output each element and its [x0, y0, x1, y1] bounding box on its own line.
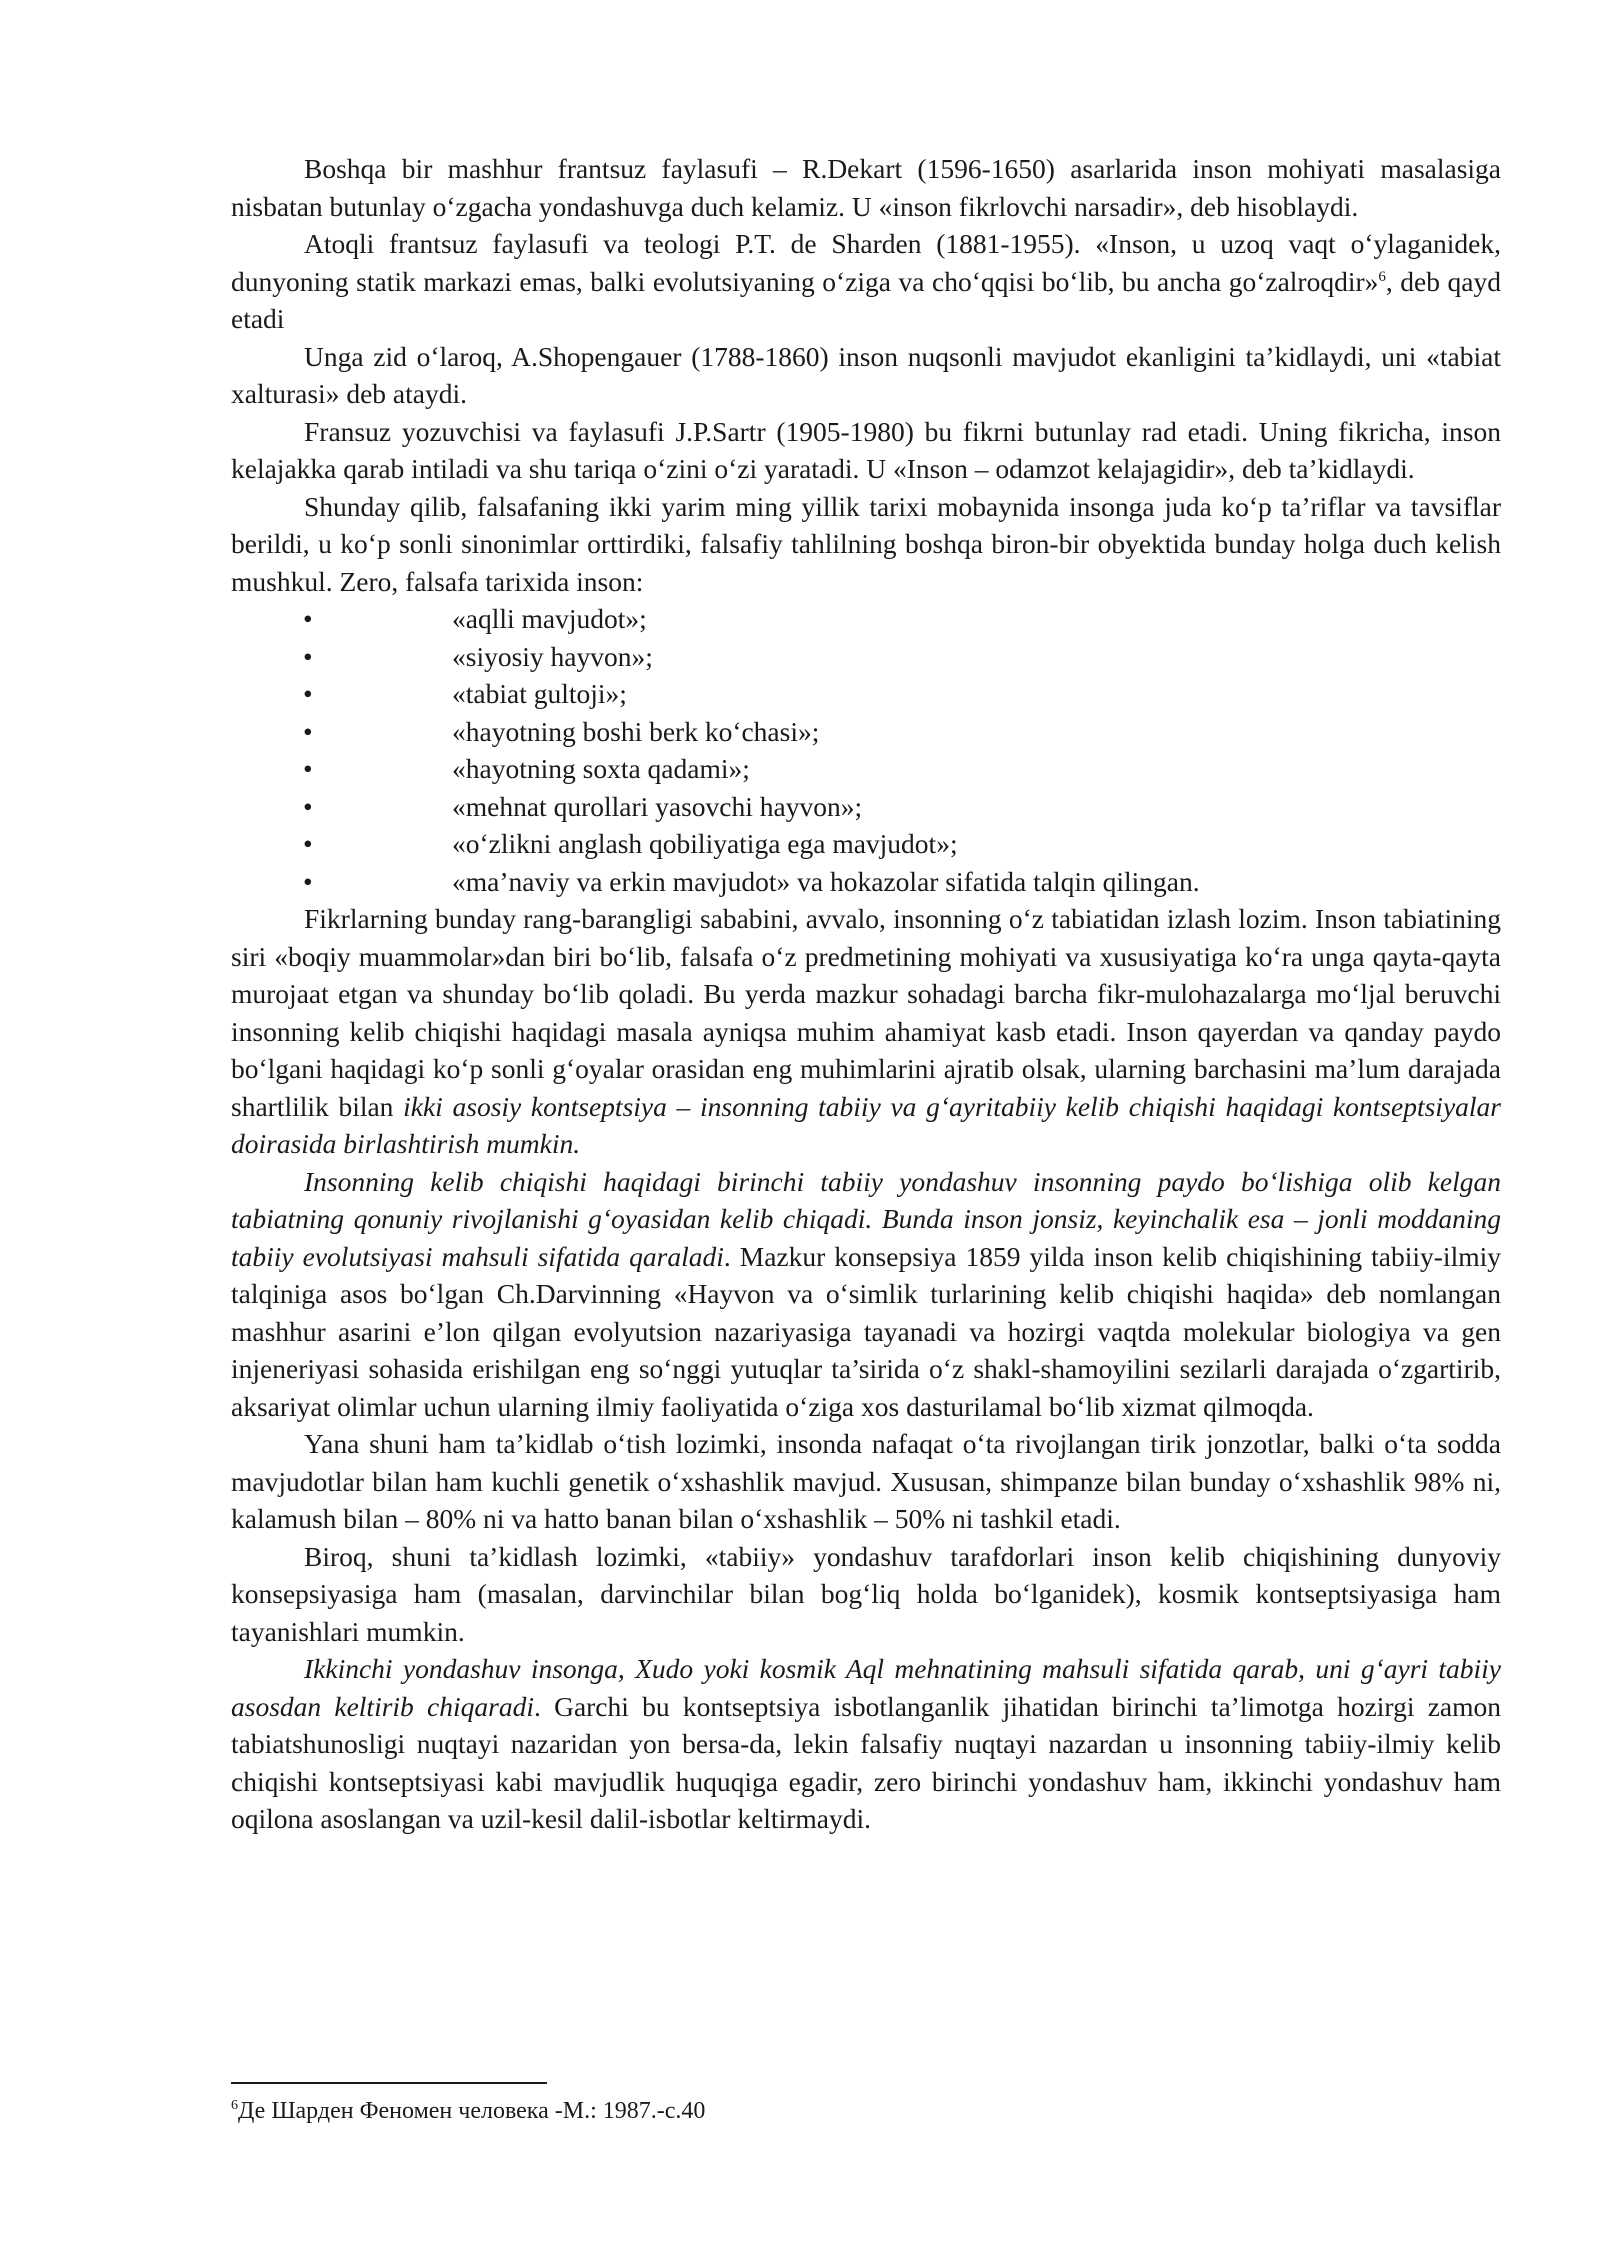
- list-item-text: «o‘zlikni anglash qobiliyatiga ega mavjudot»;: [452, 828, 958, 859]
- paragraph-text: . Garchi bu kontseptsiya isbotlanganlik jihatidan birinchi ta’limotga hozirgi zamon tabiatshunosligi nuqtayi nazaridan yon bersa-da, lekin falsafiy nuqtayi nazardan u insonning tabiiy-ilmiy kelib chiqishi kontseptsiyasi kabi mavjudlik huquqiga egadir, zero birinchi yondashuv ham, ikkinchi yondashuv ham oqilona asoslangan va uzil-kesil dalil-isbotlar keltirmaydi.: [231, 1690, 1501, 1834]
- list-item: [231, 638, 1501, 676]
- list-item-text: «ma’naviy va erkin mavjudot» va hokazolar sifatida talqin qilingan.: [452, 865, 1200, 897]
- list-item-text: «aqlli mavjudot»;: [452, 603, 647, 634]
- paragraph-emphasis: ikki asosiy kontseptsiya – insonning tabiiy va g‘ayritabiiy kelib chiqishi haqidagi kontseptsiyalar doirasida birlashtirish mumkin.: [231, 1090, 1501, 1159]
- paragraph-text: Biroq, shuni ta’kidlash lozimki, «tabiiy» yondashuv tarafdorlari inson kelib chiqishining dunyoviy konsepsiyasiga ham (masalan, darvinchilar bilan bog‘liq holda bo‘lganidek), kosmik kontseptsiyasiga ham tayanishlari mumkin.: [231, 1540, 1501, 1647]
- footnote-number: 6: [231, 2098, 238, 2113]
- bullet-icon: •: [303, 790, 313, 822]
- paragraph-dekart: [231, 150, 1501, 225]
- list-item-text: «hayotning soxta qadami»;: [452, 753, 750, 784]
- bullet-icon: •: [303, 640, 313, 672]
- paragraph-emphasis: Insonning kelib chiqishi haqidagi birinchi tabiiy yondashuv insonning paydo bo‘lishiga olib kelgan tabiatning qonuniy rivojlanishi g‘oyasidan kelib chiqadi. Bunda inson jonsiz, keyinchalik esa – jonli moddaning tabiiy evolutsiyasi mahsuli sifatida qaraladi: [231, 1165, 1501, 1272]
- paragraph-sartr: [231, 413, 1501, 488]
- list-item: [231, 600, 1501, 638]
- bullet-icon: •: [303, 678, 313, 709]
- paragraph-text: Boshqa bir mashhur frantsuz faylasufi – R.Dekart (1596-1650) asarlarida inson mohiyati masalasiga nisbatan butunlay o‘zgacha yondashuvga duch kelamiz. U «inson fikrlovchi narsadir», deb hisoblaydi.: [231, 153, 1501, 222]
- paragraph-natural-approach: [231, 1163, 1501, 1426]
- list-item-text: «mehnat qurollari yasovchi hayvon»;: [452, 790, 863, 822]
- bullet-icon: •: [303, 753, 313, 784]
- paragraph-text: Fransuz yozuvchisi va faylasufi J.P.Sartr (1905-1980) bu fikrni butunlay rad etadi. Uning fikricha, inson kelajakka qarab intiladi va shu tariqa o‘zini o‘zi yaratadi. U «Inson – odamzot kelajagidir», deb ta’kidlaydi.: [231, 415, 1501, 484]
- bullet-icon: •: [303, 865, 313, 897]
- paragraph-shopengauer: [231, 338, 1501, 413]
- paragraph-text: . Mazkur konsepsiya 1859 yilda inson kelib chiqishining tabiiy-ilmiy talqiniga asos bo‘lgan Ch.Darvinning «Hayvon va o‘simlik turlarining kelib chiqishi haqida» deb nomlangan mashhur asarini e’lon qilgan evolyutsion nazariyasiga tayanadi va hozirgi vaqtda molekular biologiya va gen injeneriyasi sohasida erishilgan eng so‘nggi yutuqlar ta’sirida o‘z shakl-shamoyilini sezilarli darajada o‘zgartirib, aksariyat olimlar uchun ularning ilmiy faoliyatida o‘ziga xos dasturilamal bo‘lib xizmat qilmoqda.: [231, 1240, 1501, 1422]
- list-item: [231, 863, 1501, 901]
- paragraph-genetic-similarity: [231, 1425, 1501, 1538]
- footnote: [231, 2096, 705, 2126]
- list-item: [231, 788, 1501, 826]
- paragraph-emphasis: Ikkinchi yondashuv insonga, Xudo yoki kosmik Aql mehnatining mahsuli sifatida qarab, uni g‘ayri tabiiy asosdan keltirib chiqaradi: [231, 1653, 1501, 1722]
- main-text: [231, 150, 1501, 1838]
- paragraph-natural-supporters: [231, 1538, 1501, 1651]
- paragraph-sharden: [231, 225, 1501, 338]
- paragraph-text: Yana shuni ham ta’kidlab o‘tish lozimki, insonda nafaqat o‘ta rivojlangan tirik jonzotlar, balki o‘ta sodda mavjudotlar bilan ham kuchli genetik o‘xshashlik mavjud. Xususan, shimpanze bilan bunday o‘xshashlik 98% ni, kalamush bilan – 80% ni va hatto banan bilan o‘xshashlik – 50% ni tashkil etadi.: [231, 1428, 1501, 1534]
- paragraph-text: Fikrlarning bunday rang-barangligi sababini, avvalo, insonning o‘z tabiatidan izlash lozim. Inson tabiatining siri «boqiy muammolar»dan biri bo‘lib, falsafa o‘z predmetining mohiyati va xususiyatiga ko‘ra unga qayta-qayta murojaat etgan va shunday bo‘lib qoladi. Bu yerda mazkur sohadagi barcha fikr-mulohazalarga mo‘ljal beruvchi insonning kelib chiqishi haqidagi masala ayniqsa muhim ahamiyat kasb etadi. Inson qayerdan va qanday paydo bo‘lgani haqidagi ko‘p sonli g‘oyalar orasidan eng muhimlarini ajratib olsak, ularning barchasini ma’lum darajada shartlilik bilan: [231, 903, 1501, 1122]
- list-item-text: «hayotning boshi berk ko‘chasi»;: [452, 715, 820, 747]
- bullet-icon: •: [303, 828, 313, 859]
- paragraph-diversity: [231, 900, 1501, 1163]
- definition-list: [231, 600, 1501, 900]
- footnote-reference: 6: [1378, 268, 1386, 285]
- list-item: [231, 713, 1501, 751]
- list-item-text: «siyosiy hayvon»;: [452, 640, 653, 672]
- paragraph-summary: [231, 488, 1501, 601]
- list-item-text: «tabiat gultoji»;: [452, 678, 627, 709]
- bullet-icon: •: [303, 715, 313, 747]
- footnote-text: Де Шарден Феномен человека -М.: 1987.-с.40: [238, 2098, 706, 2124]
- footnote-separator: [231, 2082, 547, 2084]
- list-item: [231, 825, 1501, 863]
- list-item: [231, 750, 1501, 788]
- paragraph-text: Unga zid o‘laroq, A.Shopengauer (1788-1860) inson nuqsonli mavjudot ekanligini ta’kidlaydi, uni «tabiat xalturasi» deb ataydi.: [231, 340, 1501, 409]
- paragraph-text-end: , deb qayd etadi: [231, 265, 1501, 334]
- paragraph-second-approach: [231, 1650, 1501, 1838]
- list-item: [231, 675, 1501, 713]
- paragraph-text: Shunday qilib, falsafaning ikki yarim ming yillik tarixi mobaynida insonga juda ko‘p ta’riflar va tavsiflar berildi, u ko‘p sonli sinonimlar orttirdiki, falsafiy tahlilning boshqa biron-bir obyektida bunday holga duch kelish mushkul. Zero, falsafa tarixida inson:: [231, 490, 1501, 597]
- paragraph-text: Atoqli frantsuz faylasufi va teologi P.T. de Sharden (1881-1955). «Inson, u uzoq vaqt o‘ylaganidek, dunyoning statik markazi emas, balki evolutsiyaning o‘ziga va cho‘qqisi bo‘lib, bu ancha go‘zalroqdir»: [231, 228, 1501, 297]
- bullet-icon: •: [303, 603, 313, 634]
